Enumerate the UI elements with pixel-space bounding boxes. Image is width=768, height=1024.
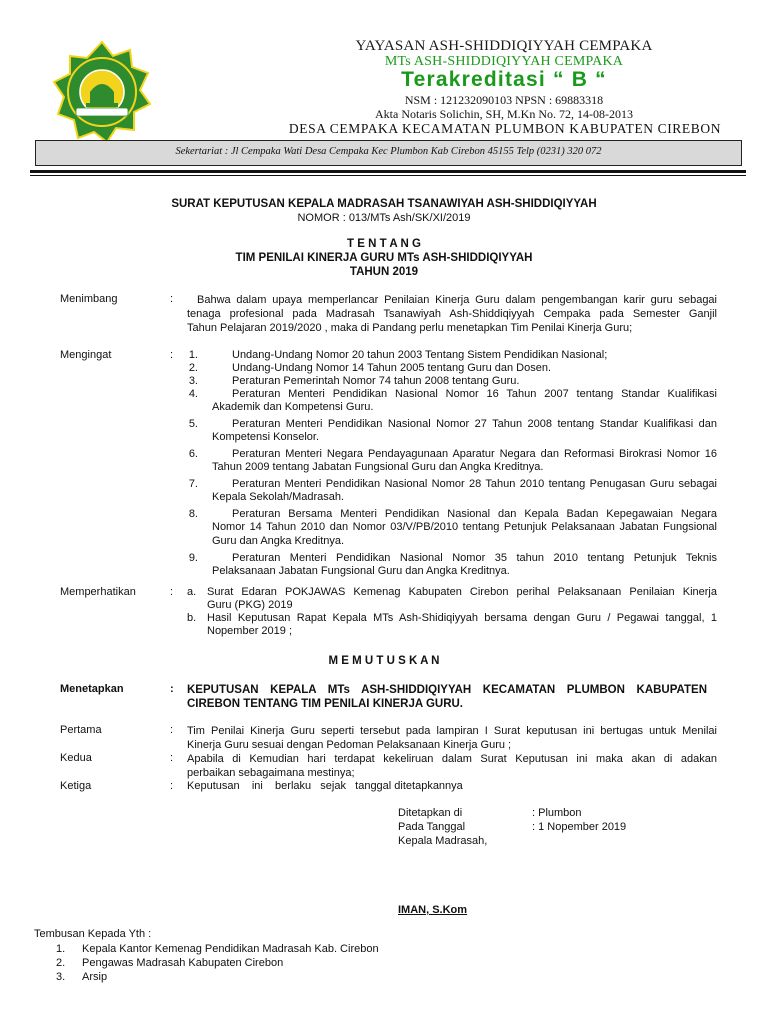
notary-deed: Akta Notaris Solichin, SH, M.Kn No. 72, 14-08-2013 [375,107,633,121]
logo-mosque-base [86,103,118,107]
cc-item [56,942,379,956]
list-number: 8. [188,508,198,520]
foundation-name: YAYASAN ASH-SHIDDIQIYYAH CEMPAKA [355,38,653,54]
signature-place-value: : Plumbon [532,807,582,819]
cc-list [56,942,379,984]
decree-title: SURAT KEPUTUSAN KEPALA MADRASAH TSANAWIYAH ASH-SHIDDIQIYYAH [171,198,597,210]
list-text-cont: Kepala Sekolah/Madrasah. [212,491,345,503]
menimbang-line: Tahun Pelajaran 2019/2020 , maka di Pandang perlu menetapkan Tim Penilai Kinerja Guru; [187,322,633,334]
list-text-cont: Kompetensi Konselor. [212,431,320,443]
header-divider-thin [30,175,746,176]
list-item [176,349,717,362]
mengingat-colon: : [170,349,174,361]
pertama-colon: : [170,724,174,736]
nsm-npsn: NSM : 121232090103 NPSN : 69883318 [404,93,604,107]
list-number: 6. [188,448,198,460]
list-number: 4. [188,388,198,400]
decree-number: NOMOR : 013/MTs Ash/SK/XI/2019 [297,212,471,224]
list-item [176,508,717,521]
menimbang-colon: : [170,293,174,305]
list-number: a. [187,586,197,598]
memperhatikan-colon: : [170,586,174,598]
pertama-line: Kinerja Guru sesuai dengan Pedoman Pelaksanaan Kinerja Guru ; [187,739,512,751]
about-heading: T E N T A N G [347,238,421,250]
list-item [176,375,717,388]
list-text-cont: Nopember 2019 ; [207,625,292,637]
header-divider-thick [30,170,746,173]
list-number: 2. [188,362,198,374]
menimbang-text [187,293,717,335]
list-item [176,362,717,375]
kedua-line: Apabila di Kemudian hari terdapat kekeliruan dalam Surat Keputusan ini maka akan di adakan [187,753,717,765]
list-number: 3. [188,375,198,387]
menimbang-label: Menimbang [60,293,118,305]
list-item [176,388,717,401]
list-text: Peraturan Bersama Menteri Pendidikan Nasional dan Kepala Badan Kepegawaian Negara [232,508,717,520]
pertama-label: Pertama [60,724,102,736]
cc-number: 2. [56,957,66,969]
signatory-name: IMAN, S.Kom [398,904,468,916]
school-name: MTs ASH-SHIDDIQIYYAH CEMPAKA [384,54,624,69]
mengingat-list [176,349,717,579]
list-item [176,448,717,461]
decree-subject: TIM PENILAI KINERJA GURU MTs ASH-SHIDDIQIYYAH [235,252,533,264]
list-number: 5. [188,418,198,430]
cc-number: 3. [56,971,66,983]
pertama-line: Tim Penilai Kinerja Guru seperti tersebut pada lampiran I Surat keputusan ini bertugas untuk Menilai [187,725,717,737]
memperhatikan-label: Memperhatikan [60,586,136,598]
signature-date-value: : 1 Nopember 2019 [532,821,627,833]
list-text: Hasil Keputusan Rapat Kepala MTs Ash-Shidiqiyyah bersama dengan Guru / Pegawai tanggal, 1 [207,612,717,624]
kedua-line: perbaikan sebagaimana mestinya; [187,767,355,779]
list-item [176,478,717,491]
menetapkan-text [187,683,707,711]
list-text: Undang-Undang Nomor 14 Tahun 2005 tentang Guru dan Dosen. [232,362,552,374]
list-text-cont: Pelaksanaan Jabatan Fungsional Guru dan Angka Kreditnya. [212,565,510,577]
list-number: 7. [188,478,198,490]
menetapkan-line: KEPUTUSAN KEPALA MTs ASH-SHIDDIQIYYAH KECAMATAN PLUMBON KABUPATEN [187,684,707,696]
logo-ribbon [76,108,128,116]
menetapkan-line: CIREBON TENTANG TIM PENILAI KINERJA GURU. [187,698,464,710]
accreditation-status: Terakreditasi “ B “ [401,68,607,91]
list-text: Undang-Undang Nomor 20 tahun 2003 Tentang Sistem Pendidikan Nasional; [232,349,608,361]
signature-role: Kepala Madrasah, [398,835,488,847]
address-text: Sekertariat : Jl Cempaka Wati Desa Cempaka Kec Plumbon Kab Cirebon 45155 Telp (0231) 320 072 [175,146,602,157]
school-logo [50,40,154,144]
cc-text: Arsip [82,971,108,983]
ketiga-colon: : [170,780,174,792]
cc-text: Pengawas Madrasah Kabupaten Cirebon [82,957,284,969]
kedua-colon: : [170,752,174,764]
list-item [187,586,717,599]
pertama-text [187,724,717,752]
signature-place-label: Ditetapkan di [398,807,463,819]
cc-number: 1. [56,943,66,955]
list-item [176,552,717,565]
list-item [187,612,717,625]
cc-item [56,970,379,984]
list-text: Peraturan Menteri Pendidikan Nasional Nomor 28 Tahun 2010 tentang Penugasan Guru sebagai [232,478,717,490]
list-text: Peraturan Menteri Pendidikan Nasional Nomor 35 tahun 2010 tentang Petunjuk Teknis [232,552,717,564]
list-text-cont: Akademik dan Kompetensi Guru. [212,401,374,413]
village-district: DESA CEMPAKA KECAMATAN PLUMBON KABUPATEN CIREBON [288,121,722,136]
list-text: Surat Edaran POKJAWAS Kemenag Kabupaten Cirebon perihal Pelaksanaan Penilaian Kinerja [207,586,717,598]
ketiga-label: Ketiga [60,780,92,792]
memperhatikan-list [187,586,717,638]
list-text: Peraturan Menteri Negara Pendayagunaan Aparatur Negara dan Reformasi Birokrasi Nomor 16 [232,448,717,460]
kedua-text [187,752,717,780]
menimbang-line: Bahwa dalam upaya memperlancar Penilaian Kinerja Guru dalam pengembangan karir guru sebagai [197,294,717,306]
cc-text: Kepala Kantor Kemenag Pendidikan Madrasah Kab. Cirebon [82,943,379,955]
mengingat-label: Mengingat [60,349,112,361]
cc-item [56,956,379,970]
menetapkan-label: Menetapkan [60,683,124,695]
menimbang-line: tenaga profesional pada Madrasah Tsanawiyah Ash-Shiddiqiyyah Cempaka pada Semester Ganjil [187,308,717,320]
list-number: b. [187,612,197,624]
decision-heading: M E M U T U S K A N [328,655,440,667]
ketiga-text: Keputusan ini berlaku sejak tanggal ditetapkannya [187,780,463,792]
list-text-cont: Tahun 2009 tentang Jabatan Fungsional Guru dan Angka Kreditnya. [212,461,544,473]
kedua-label: Kedua [60,752,92,764]
list-text-cont: Guru (PKG) 2019 [207,599,293,611]
list-text: Peraturan Pemerintah Nomor 74 tahun 2008 tentang Guru. [232,375,520,387]
list-text-cont: Guru dan Angka Kreditnya. [212,535,345,547]
list-number: 9. [188,552,198,564]
menetapkan-colon: : [170,683,174,695]
cc-title: Tembusan Kepada Yth : [34,928,152,940]
list-text: Peraturan Menteri Pendidikan Nasional Nomor 16 Tahun 2007 tentang Standar Kualifikasi [232,388,717,400]
list-text-cont: Nomor 14 Tahun 2010 dan Nomor 03/V/PB/2010 tentang Petunjuk Pelaksanaan Jabatan Fungsional [212,521,717,533]
list-text: Peraturan Menteri Pendidikan Nasional Nomor 27 Tahun 2008 tentang Standar Kualifikasi dan [232,418,717,430]
list-item [176,418,717,431]
signature-date-label: Pada Tanggal [398,821,466,833]
list-number: 1. [188,349,198,361]
decree-year: TAHUN 2019 [349,266,419,278]
